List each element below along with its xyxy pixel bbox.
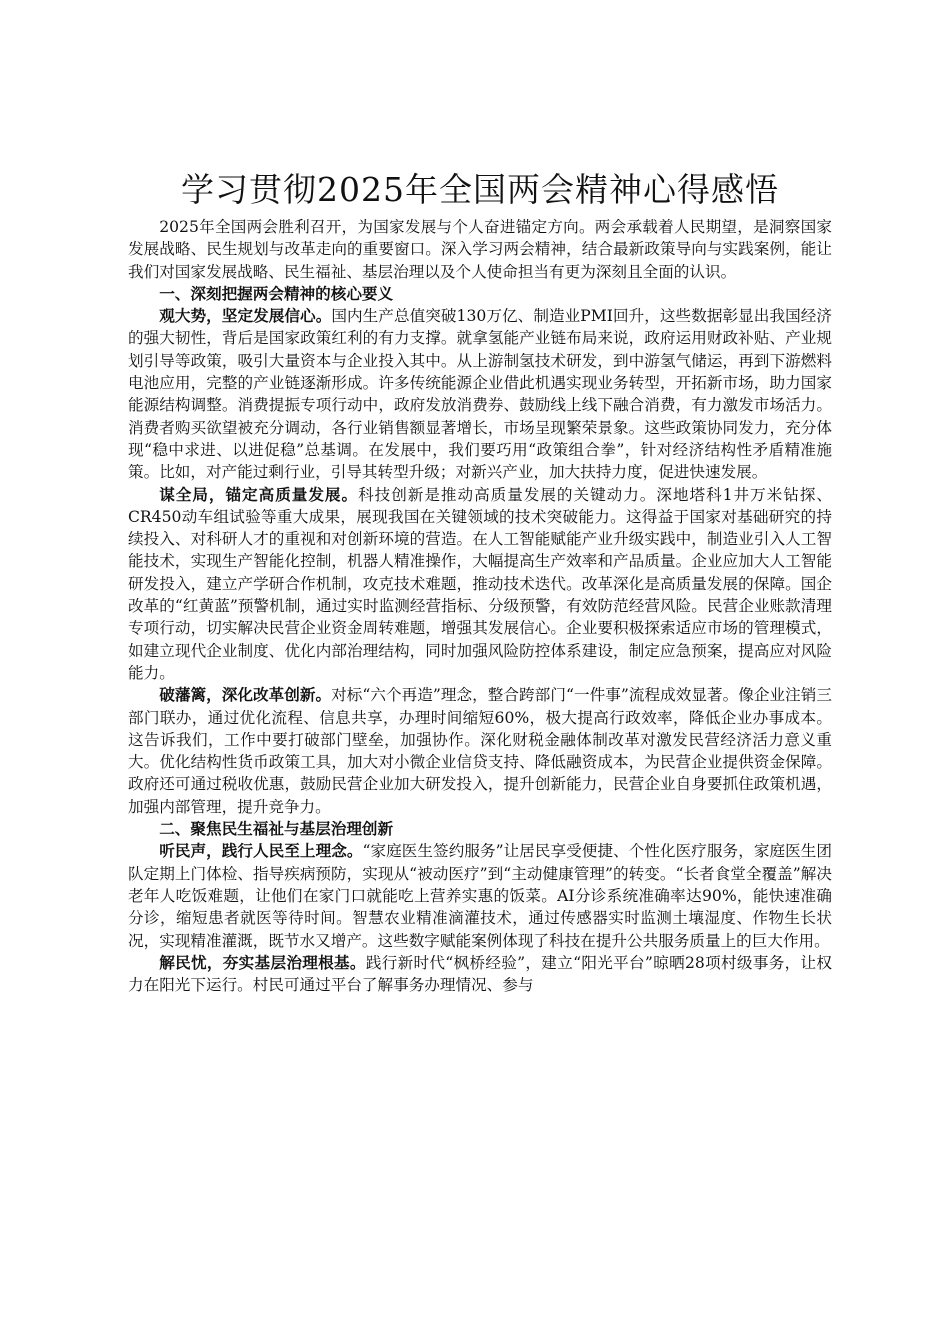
paragraph-text: 国内生产总值突破130万亿、制造业PMI回升，这些数据彰显出我国经济的强大韧性，背后是国家政策红利的有力支撑。就拿氢能产业链布局来说，政府运用财政补贴、产业规划引导等政策，吸引大量资本与企业投入其中。从上游制氢技术研发，到中游氢气储运，再到下游燃料电池应用，完整的产业链逐渐形成。许多传统能源企业借此机遇实现业务转型，开拓新市场，助力国家能源结构调整。消费提振专项行动中，政府发放消费券、鼓励线上线下融合消费，有力激发市场活力。消费者购买欲望被充分调动，各行业销售额显著增长，市场呈现繁荣景象。这些政策协同发力，充分体现“稳中求进、以进促稳”总基调。在发展中，我们要巧用“政策组合拳”，针对经济结构性矛盾精准施策。比如，对产能过剩行业，引导其转型升级；对新兴产业，加大扶持力度，促进快速发展。 bbox=[128, 307, 832, 482]
section-2-paragraph-2 bbox=[128, 952, 832, 997]
paragraph-lead: 观大势，坚定发展信心。 bbox=[159, 306, 332, 326]
paragraph-text: “家庭医生签约服务”让居民享受便捷、个性化医疗服务，家庭医生团队定期上门体检、指导疾病预防，实现从“被动医疗”到“主动健康管理”的转变。“长者食堂全覆盖”解决老年人吃饭难题，让他们在家门口就能吃上营养实惠的饭菜。AI分诊系统准确率达90%，能快速准确分诊，缩短患者就医等待时间。智慧农业精准滴灌技术，通过传感器实时监测土壤湿度、作物生长状况，实现精准灌溉，既节水又增产。这些数字赋能案例体现了科技在提升公共服务质量上的巨大作用。 bbox=[128, 842, 832, 950]
section-1-heading: 一、深刻把握两会精神的核心要义 bbox=[159, 283, 394, 303]
section-1-paragraph-3 bbox=[128, 684, 832, 818]
paragraph-text: 对标“六个再造”理念，整合跨部门“一件事”流程成效显著。像企业注销三部门联办，通过优化流程、信息共享，办理时间缩短60%，极大提高行政效率，降低企业办事成本。这告诉我们，工作中要打破部门壁垒，加强协作。深化财税金融体制改革对激发民营经济活力意义重大。优化结构性货币政策工具，加大对小微企业信贷支持、降低融资成本，为民营企业提供资金保障。政府还可通过税收优惠，鼓励民营企业加大研发投入，提升创新能力，民营企业自身要抓住政策机遇，加强内部管理，提升竞争力。 bbox=[128, 686, 832, 816]
section-1-paragraph-1 bbox=[128, 305, 832, 483]
section-2-paragraph-1 bbox=[128, 840, 832, 951]
section-1-paragraph-2 bbox=[128, 484, 832, 685]
paragraph-text: 践行新时代“枫桥经验”，建立“阳光平台”晾晒28项村级事务，让权力在阳光下运行。村民可通过平台了解事务办理情况、参与 bbox=[128, 953, 832, 995]
paragraph-lead: 解民忧，夯实基层治理根基。 bbox=[159, 952, 366, 972]
paragraph-lead: 谋全局，锚定高质量发展。 bbox=[159, 484, 359, 504]
paragraph-lead: 听民声，践行人民至上理念。 bbox=[159, 841, 363, 861]
document-body bbox=[128, 170, 832, 996]
intro-paragraph: 2025年全国两会胜利召开，为国家发展与个人奋进锚定方向。两会承载着人民期望，是洞察国家发展战略、民生规划与改革走向的重要窗口。深入学习两会精神，结合最新政策导向与实践案例，能让我们对国家发展战略、民生福祉、基层治理以及个人使命担当有更为深刻且全面的认识。 bbox=[128, 218, 832, 281]
paragraph-text: 科技创新是推动高质量发展的关键动力。深地塔科1井万米钻探、CR450动车组试验等重大成果，展现我国在关键领域的技术突破能力。这得益于国家对基础研究的持续投入、对科研人才的重视和对创新环境的营造。在人工智能赋能产业升级实践中，制造业引入人工智能技术，实现生产智能化控制，机器人精准操作，大幅提高生产效率和产品质量。企业应加大人工智能研发投入，建立产学研合作机制，攻克技术难题，推动技术迭代。改革深化是高质量发展的保障。国企改革的“红黄蓝”预警机制，通过实时监测经营指标、分级预警，有效防范经营风险。民营企业账款清理专项行动，切实解决民营企业资金周转难题，增强其发展信心。企业要积极探索适应市场的管理模式，如建立现代企业制度、优化内部治理结构，同时加强风险防控体系建设，制定应急预案，提高应对风险能力。 bbox=[128, 485, 832, 682]
document-title: 学习贯彻2025年全国两会精神心得感悟 bbox=[181, 170, 779, 209]
paragraph-lead: 破藩篱，深化改革创新。 bbox=[159, 685, 332, 705]
section-2-heading: 二、聚焦民生福祉与基层治理创新 bbox=[159, 819, 394, 839]
